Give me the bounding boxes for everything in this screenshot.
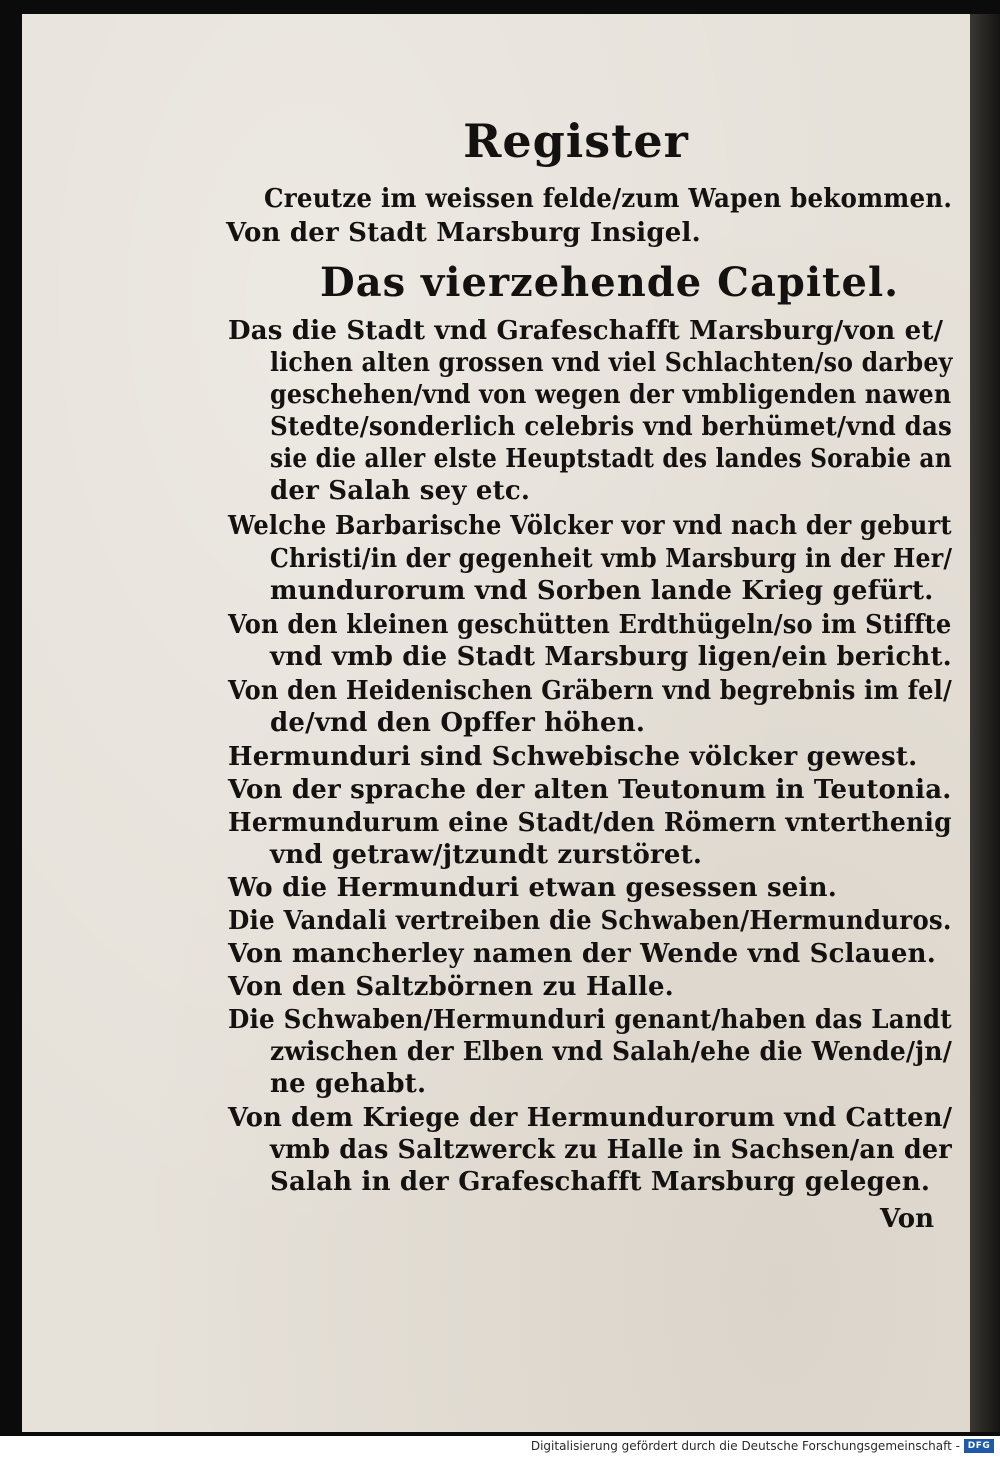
text-line: Das die Stadt vnd Grafeschafft Marsburg/von et/ — [228, 316, 944, 346]
text-line: vnd vmb die Stadt Marsburg ligen/ein bericht. — [270, 642, 952, 672]
text-line: de/vnd den Opffer höhen. — [270, 708, 646, 738]
text-line: Von den Heidenischen Gräbern vnd begrebnis im fel/ — [228, 676, 952, 706]
text-line: sie die aller elste Heuptstadt des landes Sorabie an — [270, 444, 952, 474]
text-line: vnd getraw/jtzundt zurstöret. — [270, 840, 703, 870]
text-line: Salah in der Grafeschafft Marsburg gelegen. — [270, 1167, 931, 1197]
text-line: der Salah sey etc. — [270, 476, 531, 506]
text-line: Die Vandali vertreiben die Schwaben/Hermunduros. — [228, 906, 952, 936]
text-line: Die Schwaben/Hermunduri genant/haben das Landt — [228, 1005, 952, 1035]
text-line: Von den Saltzbörnen zu Halle. — [228, 972, 674, 1002]
text-line: Hermundurum eine Stadt/den Römern vnterthenig — [228, 808, 952, 838]
text-line: zwischen der Elben vnd Salah/ehe die Wende/jn/ — [270, 1037, 953, 1067]
text-line: Von der sprache der alten Teutonum in Teutonia. — [228, 775, 952, 805]
text-line: Von dem Kriege der Hermundurorum vnd Catten/ — [228, 1103, 953, 1133]
text-line: ne gehabt. — [270, 1069, 427, 1099]
chapter-title: Das vierzehende Capitel. — [320, 259, 900, 306]
text-line: vmb das Saltzwerck zu Halle in Sachsen/an der — [270, 1135, 952, 1165]
text-line: geschehen/vnd von wegen der vmbligenden nawen — [270, 380, 952, 410]
text-block — [22, 14, 970, 1432]
text-line: lichen alten grossen vnd viel Schlachten/so darbey — [270, 348, 953, 378]
dfg-logo-icon: DFG — [964, 1439, 994, 1453]
text-line: mundurorum vnd Sorben lande Krieg gefürt. — [270, 576, 934, 606]
text-line: Von mancherley namen der Wende vnd Sclauen. — [228, 939, 936, 969]
page-edge — [970, 14, 1000, 1432]
text-line: Wo die Hermunduri etwan gesessen sein. — [228, 873, 837, 903]
text-line: Von der Stadt Marsburg Insigel. — [226, 218, 701, 248]
footer — [0, 1436, 1000, 1458]
text-line: Welche Barbarische Völcker vor vnd nach der geburt — [228, 511, 952, 541]
footer-credit: Digitalisierung gefördert durch die Deutsche Forschungsgemeinschaft - — [530, 1439, 960, 1453]
running-head: Register — [463, 114, 689, 168]
catchword: Von — [880, 1204, 935, 1234]
book-page — [22, 14, 970, 1432]
text-line: Christi/in der gegenheit vmb Marsburg in der Her/ — [270, 544, 953, 574]
text-line: Von den kleinen geschütten Erdthügeln/so im Stiffte — [228, 610, 952, 640]
text-line: Creutze im weissen felde/zum Wapen bekommen. — [264, 184, 953, 214]
text-line: Hermunduri sind Schwebische völcker gewest. — [228, 742, 918, 772]
text-line: Stedte/sonderlich celebris vnd berhümet/vnd das — [270, 412, 952, 442]
